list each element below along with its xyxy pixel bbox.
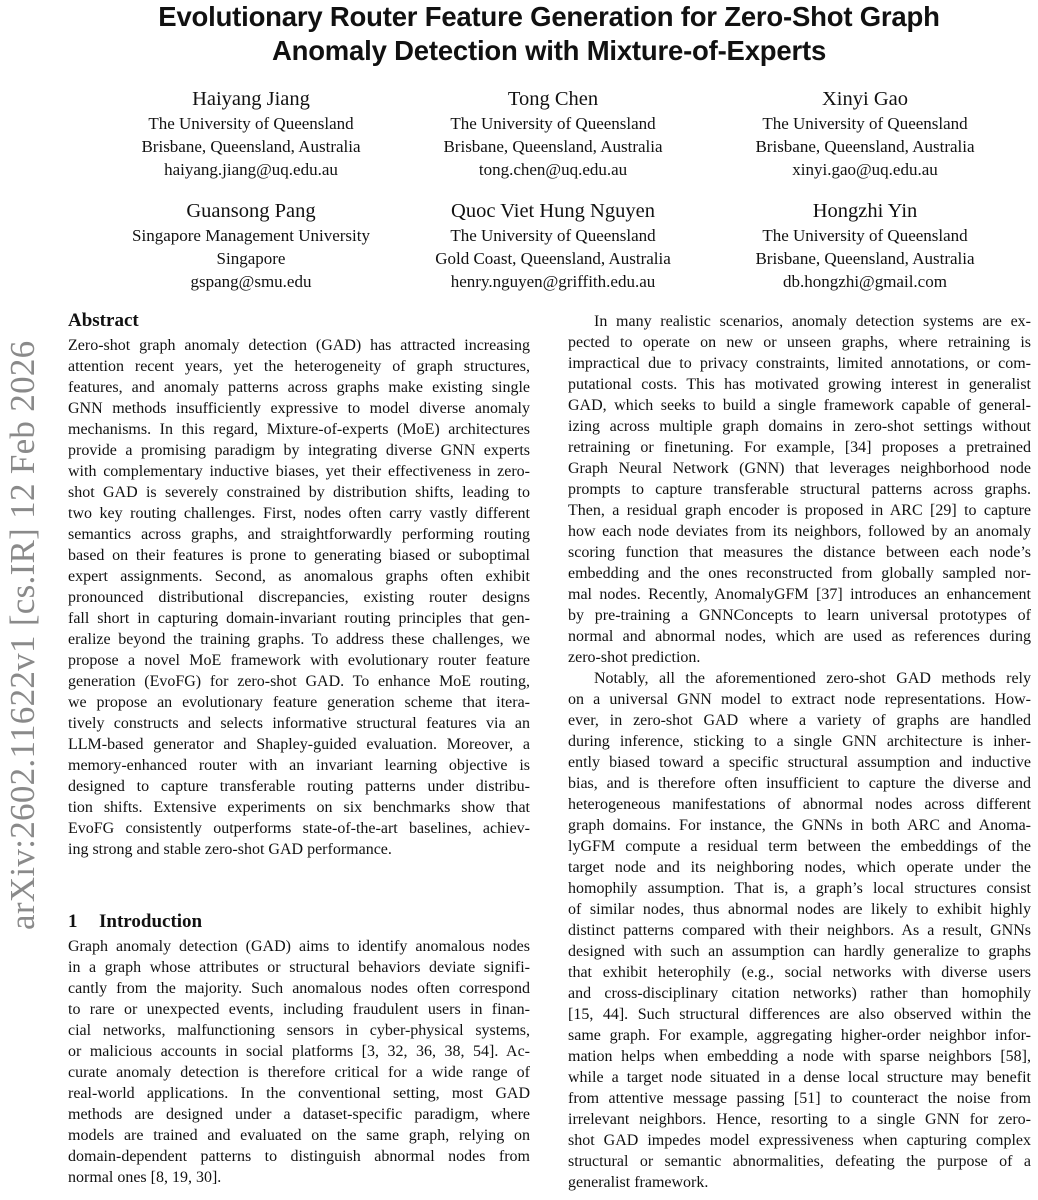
introduction-line: methods are designed under a dataset-specific paradigm, where bbox=[68, 1106, 530, 1123]
abstract-line: attention recent years, yet the heterogeneity of graph structures, bbox=[68, 358, 530, 375]
abstract-line: based on their features is prone to generating biased or suboptimal bbox=[68, 547, 530, 564]
paper-title bbox=[60, 0, 1038, 68]
author-location: Brisbane, Queensland, Australia bbox=[755, 137, 975, 156]
author-affiliation: Singapore Management University bbox=[132, 226, 370, 245]
abstract-line: propose a novel MoE framework with evolutionary router feature bbox=[68, 652, 530, 669]
abstract-line: pronounced distributional discrepancies, existing router designs bbox=[68, 589, 530, 606]
paragraph-line: distinct patterns compared with their neighbors. As a result, GNNs bbox=[568, 922, 1031, 939]
paragraph-line: how each node deviates from its neighbors, followed by an anomaly bbox=[568, 523, 1031, 540]
introduction-line: cantly from the majority. Such anomalous nodes often correspond bbox=[68, 980, 530, 997]
author-name: Hongzhi Yin bbox=[812, 200, 918, 222]
paragraph-line: GAD, which seeks to build a single framework capable of general- bbox=[568, 397, 1031, 414]
author-card bbox=[86, 198, 416, 293]
paragraph-line: izing across multiple graph domains in zero-shot settings without bbox=[568, 418, 1031, 435]
author-card bbox=[700, 86, 1030, 181]
paragraph-line: on a universal GNN model to extract node representations. How- bbox=[568, 691, 1031, 708]
author-affiliation: The University of Queensland bbox=[762, 114, 968, 133]
paragraph-line: prompts to capture transferable structural patterns across graphs. bbox=[568, 481, 1031, 498]
paragraph-line: that exhibit heterophily (e.g., social networks with diverse users bbox=[568, 964, 1031, 981]
paragraph-line: from attentive message passing [51] to counteract the noise from bbox=[568, 1090, 1031, 1107]
paragraph-line: zero-shot prediction. bbox=[568, 649, 701, 666]
introduction-line: cial networks, malfunctioning sensors in cyber-physical systems, bbox=[68, 1022, 530, 1039]
author-affiliation: The University of Queensland bbox=[762, 226, 968, 245]
abstract-line: provide a promising paradigm by integrating diverse GNN experts bbox=[68, 442, 530, 459]
author-affiliation: The University of Queensland bbox=[450, 114, 656, 133]
author-name: Quoc Viet Hung Nguyen bbox=[451, 200, 655, 222]
paragraph-line: while a target node situated in a dense local structure may benefit bbox=[568, 1069, 1031, 1086]
abstract-line: GNN methods insufficiently expressive to model diverse anomaly bbox=[68, 400, 530, 417]
abstract-line: expert assignments. Second, as anomalous graphs often exhibit bbox=[68, 568, 530, 585]
abstract-line: Zero-shot graph anomaly detection (GAD) has attracted increasing bbox=[68, 337, 530, 354]
abstract-line: designed to capture transferable routing patterns under distribu- bbox=[68, 778, 530, 795]
author-email[interactable]: xinyi.gao@uq.edu.au bbox=[792, 160, 938, 179]
abstract-line: fall short in capturing domain-invariant routing principles that gen- bbox=[68, 610, 530, 627]
paragraph-line: bias, and is therefore often insufficient to capture the diverse and bbox=[568, 775, 1031, 792]
author-affiliation: The University of Queensland bbox=[450, 226, 656, 245]
paragraph-line: irrelevant neighbors. Hence, resorting to a single GNN for zero- bbox=[568, 1111, 1031, 1128]
abstract-line: ing strong and stable zero-shot GAD performance. bbox=[68, 841, 392, 858]
abstract-line: two key routing challenges. First, nodes often carry vastly different bbox=[68, 505, 530, 522]
paragraph-line: of similar nodes, thus abnormal nodes are likely to exhibit highly bbox=[568, 901, 1031, 918]
author-email[interactable]: gspang@smu.edu bbox=[190, 272, 312, 291]
author-location: Brisbane, Queensland, Australia bbox=[755, 249, 975, 268]
paragraph-line: impractical due to privacy constraints, limited annotations, or com- bbox=[568, 355, 1031, 372]
title-line: Anomaly Detection with Mixture-of-Experts bbox=[271, 35, 827, 66]
paragraph-line: Graph Neural Network (GNN) that leverages neighborhood node bbox=[568, 460, 1031, 477]
left-column bbox=[68, 309, 530, 1188]
introduction-line: domain-dependent patterns to distinguish abnormal nodes from bbox=[68, 1148, 530, 1165]
paragraph-line: lyGFM compute a residual term between the embeddings of the bbox=[568, 838, 1031, 855]
paragraph-line: putational costs. This has motivated growing interest in generalist bbox=[568, 376, 1031, 393]
paragraph-line: Then, a residual graph encoder is proposed in ARC [29] to capture bbox=[568, 502, 1031, 519]
introduction-line: Graph anomaly detection (GAD) aims to identify anomalous nodes bbox=[68, 938, 530, 955]
abstract-line: features, and anomaly patterns across graphs make existing single bbox=[68, 379, 530, 396]
abstract-line: LLM-based generator and Shapley-guided evaluation. Moreover, a bbox=[68, 736, 530, 753]
author-email[interactable]: henry.nguyen@griffith.edu.au bbox=[450, 272, 656, 291]
title-line: Evolutionary Router Feature Generation for Zero-Shot Graph bbox=[158, 1, 940, 32]
abstract-line: tively constructs and selects informative structural features via an bbox=[68, 715, 530, 732]
paragraph-line: target node and its neighboring nodes, which operate under the bbox=[568, 859, 1031, 876]
paragraph-line: ently biased toward a specific structural assumption and inductive bbox=[568, 754, 1031, 771]
abstract-line: with complementary inductive biases, yet their effectiveness in zero- bbox=[68, 463, 530, 480]
paragraph-line: designed with such an assumption can hardly generalize to graphs bbox=[568, 943, 1031, 960]
author-affiliation: The University of Queensland bbox=[148, 114, 354, 133]
abstract-heading: Abstract bbox=[68, 310, 139, 331]
right-column bbox=[568, 311, 1031, 1193]
paragraph-line: by pre-training a GNNConcepts to learn universal prototypes of bbox=[568, 607, 1031, 624]
paragraph-line: scoring function that measures the distance between each node’s bbox=[568, 544, 1031, 561]
author-location: Brisbane, Queensland, Australia bbox=[443, 137, 663, 156]
author-name: Guansong Pang bbox=[186, 200, 316, 222]
paragraph-line: shot GAD impedes model expressiveness when capturing complex bbox=[568, 1132, 1031, 1149]
paragraph-line: mation helps when embedding a node with sparse neighbors [58], bbox=[568, 1048, 1031, 1065]
author-card bbox=[388, 198, 718, 293]
author-email[interactable]: tong.chen@uq.edu.au bbox=[478, 160, 628, 179]
paragraph-line: [15, 44]. Such structural differences are also observed within the bbox=[568, 1006, 1031, 1023]
paragraph-line: structural or semantic abnormalities, defeating the purpose of a bbox=[568, 1153, 1031, 1170]
arxiv-identifier-stamp: arXiv:2602.11622v1 [cs.IR] 12 Feb 2026 bbox=[3, 340, 42, 930]
paragraph bbox=[568, 668, 1031, 1193]
introduction-line: curate anomaly detection is therefore critical for a wide range of bbox=[68, 1064, 530, 1081]
paragraph-line: ever, in zero-shot GAD where a variety of graphs are handled bbox=[568, 712, 1031, 729]
introduction-line: models are trained and evaluated on the same graph, relying on bbox=[68, 1127, 530, 1144]
introduction-line: normal ones [8, 19, 30]. bbox=[68, 1169, 222, 1186]
author-location: Gold Coast, Queensland, Australia bbox=[435, 249, 671, 268]
abstract-line: generation (EvoFG) for zero-shot GAD. To enhance MoE routing, bbox=[68, 673, 530, 690]
paragraph-line: during inference, sticking to a single GNN architecture is inher- bbox=[568, 733, 1031, 750]
introduction-line: in a graph whose attributes or structural behaviors deviate signifi- bbox=[68, 959, 530, 976]
paragraph-line: In many realistic scenarios, anomaly detection systems are ex- bbox=[594, 313, 1031, 330]
paragraph-line: retraining or finetuning. For example, [34] proposes a pretrained bbox=[568, 439, 1031, 456]
author-location: Brisbane, Queensland, Australia bbox=[141, 137, 361, 156]
paragraph-line: pected to operate on new or unseen graphs, where retraining is bbox=[568, 334, 1031, 351]
author-card bbox=[388, 86, 718, 181]
author-name: Haiyang Jiang bbox=[192, 88, 310, 110]
paragraph-line: embedding and the ones reconstructed from globally sampled nor- bbox=[568, 565, 1031, 582]
author-card bbox=[700, 198, 1030, 293]
paragraph-line: homophily assumption. That is, a graph’s local structures consist bbox=[568, 880, 1031, 897]
author-location: Singapore bbox=[216, 249, 286, 268]
abstract-line: mechanisms. In this regard, Mixture-of-experts (MoE) architectures bbox=[68, 421, 530, 438]
abstract-line: shot GAD is severely constrained by distribution shifts, leading to bbox=[68, 484, 530, 501]
paragraph-line: same graph. For example, aggregating higher-order neighbor infor- bbox=[568, 1027, 1031, 1044]
abstract-line: memory-enhanced router with an invariant learning objective is bbox=[68, 757, 530, 774]
abstract-line: eralize beyond the training graphs. To address these challenges, we bbox=[68, 631, 530, 648]
author-email[interactable]: db.hongzhi@gmail.com bbox=[783, 272, 947, 291]
introduction-line: or malicious accounts in social platforms [3, 32, 36, 38, 54]. Ac- bbox=[68, 1043, 530, 1060]
section-spacer bbox=[68, 860, 530, 910]
paragraph-line: normal and abnormal nodes, which are used as references during bbox=[568, 628, 1031, 645]
paragraph-line: heterogeneous manifestations of abnormal nodes across different bbox=[568, 796, 1031, 813]
paragraph-line: and cross-disciplinary citation networks) rather than homophily bbox=[568, 985, 1031, 1002]
paragraph-line: generalist framework. bbox=[568, 1174, 709, 1191]
section-title: Introduction bbox=[99, 911, 203, 932]
section-heading-introduction bbox=[68, 910, 530, 936]
author-name: Tong Chen bbox=[507, 88, 599, 110]
paragraph-line: Notably, all the aforementioned zero-shot GAD methods rely bbox=[594, 670, 1031, 687]
abstract-line: we propose an evolutionary feature generation scheme that itera- bbox=[68, 694, 530, 711]
section-number: 1 bbox=[68, 911, 78, 932]
author-card bbox=[86, 86, 416, 181]
introduction-line: to rare or unexpected events, including fraudulent users in finan- bbox=[68, 1001, 530, 1018]
author-name: Xinyi Gao bbox=[822, 88, 908, 110]
abstract-line: EvoFG consistently outperforms state-of-the-art baselines, achiev- bbox=[68, 820, 530, 837]
abstract-line: semantics across graphs, and straightforwardly performing routing bbox=[68, 526, 530, 543]
paragraph-line: mal nodes. Recently, AnomalyGFM [37] introduces an enhancement bbox=[568, 586, 1031, 603]
author-email[interactable]: haiyang.jiang@uq.edu.au bbox=[164, 160, 338, 179]
paragraph bbox=[568, 311, 1031, 668]
abstract-line: tion shifts. Extensive experiments on six benchmarks show that bbox=[68, 799, 530, 816]
paragraph-line: graph domains. For instance, the GNNs in both ARC and Anoma- bbox=[568, 817, 1031, 834]
introduction-line: real-world applications. In the conventional setting, most GAD bbox=[68, 1085, 530, 1102]
